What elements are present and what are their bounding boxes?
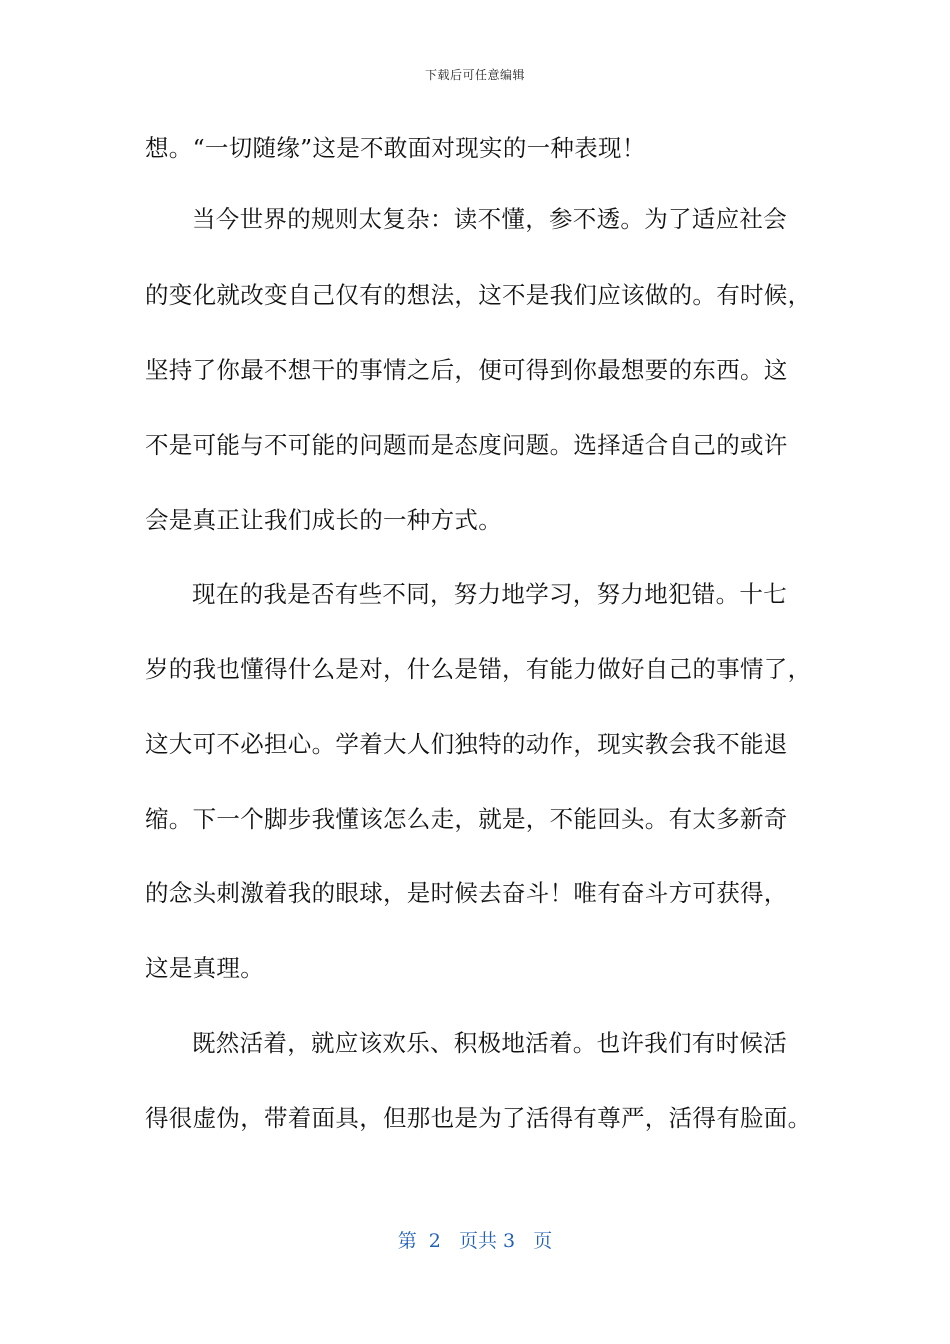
page-header: 下载后可任意编辑 xyxy=(424,68,525,82)
paragraph-line: 得很虚伪，带着面具，但那也是为了活得有尊严，活得有脸面。 xyxy=(145,1104,812,1132)
paragraph-line: 当今世界的规则太复杂：读不懂，参不透。为了适应社会 xyxy=(192,205,787,233)
paragraph-line: 会是真正让我们成长的一种方式。 xyxy=(145,506,502,534)
paragraph-line: 不是可能与不可能的问题而是态度问题。选择适合自己的或许 xyxy=(145,431,788,459)
paragraph-line: 坚持了你最不想干的事情之后，便可得到你最想要的东西。这 xyxy=(145,356,788,384)
page-number-footer: 第 2 页共 3 页 xyxy=(397,1230,553,1252)
paragraph-line: 既然活着，就应该欢乐、积极地活着。也许我们有时候活 xyxy=(192,1029,787,1057)
paragraph-line: 岁的我也懂得什么是对，什么是错，有能力做好自己的事情了， xyxy=(145,655,812,683)
paragraph-line: 这大可不必担心。学着大人们独特的动作，现实教会我不能退 xyxy=(145,730,788,758)
paragraph-line: 缩。下一个脚步我懂该怎么走，就是，不能回头。有太多新奇 xyxy=(145,805,788,833)
paragraph-line: 想。“一切随缘”这是不敢面对现实的一种表现！ xyxy=(145,134,646,162)
paragraph-line: 的念头刺激着我的眼球，是时候去奋斗！唯有奋斗方可获得， xyxy=(145,879,788,907)
paragraph-line: 这是真理。 xyxy=(145,954,264,982)
paragraph-line: 的变化就改变自己仅有的想法，这不是我们应该做的。有时候， xyxy=(145,281,812,309)
paragraph-line: 现在的我是否有些不同，努力地学习，努力地犯错。十七 xyxy=(192,580,787,608)
